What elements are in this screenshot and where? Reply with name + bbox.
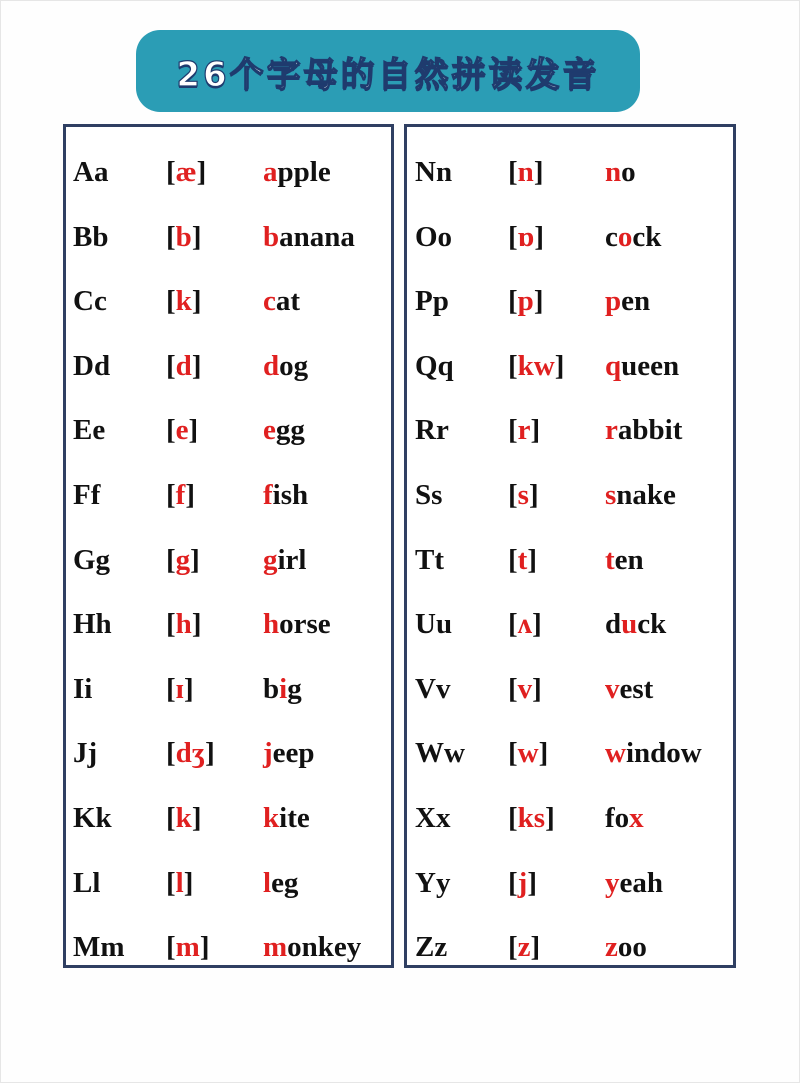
- letter-pair: Vv: [415, 672, 451, 705]
- phonics-row: [66, 475, 391, 515]
- word-highlight: j: [263, 737, 273, 770]
- word-highlight: z: [605, 931, 618, 964]
- letter-pair: Oo: [415, 220, 453, 253]
- phoneme-symbol: kw: [517, 349, 555, 382]
- phoneme: [166, 927, 210, 967]
- bracket-close: ]: [191, 220, 202, 253]
- bracket-close: ]: [530, 414, 541, 447]
- letter-pair: Dd: [73, 349, 111, 382]
- word-highlight: f: [263, 479, 273, 511]
- bracket-close: ]: [188, 414, 199, 447]
- phonics-row: [407, 733, 733, 773]
- word-suffix: en: [621, 285, 651, 318]
- bracket-open: [: [508, 220, 518, 253]
- example-word: [263, 927, 361, 967]
- word-highlight: a: [263, 156, 278, 188]
- word-suffix: og: [279, 349, 309, 382]
- word-prefix: d: [605, 608, 622, 641]
- letter-pair: Uu: [415, 608, 453, 641]
- word-highlight: q: [605, 349, 622, 382]
- letter-pair: Ii: [73, 672, 93, 705]
- phoneme-symbol: n: [517, 156, 534, 188]
- example-word: [263, 733, 315, 773]
- word-highlight: g: [263, 543, 278, 576]
- word-suffix: ck: [632, 220, 662, 253]
- letter-pair: Cc: [73, 285, 107, 318]
- word-suffix: ck: [637, 608, 667, 641]
- example-word: [605, 927, 647, 967]
- word-highlight: h: [263, 608, 280, 641]
- bracket-open: [: [166, 349, 176, 382]
- bracket-open: [: [166, 414, 176, 447]
- bracket-open: [: [508, 866, 518, 899]
- phoneme: [508, 863, 537, 903]
- phoneme: [166, 540, 200, 580]
- phoneme-symbol: t: [517, 543, 528, 576]
- letter-pair: Qq: [415, 349, 454, 382]
- phoneme-symbol: p: [517, 285, 534, 318]
- phoneme-symbol: ks: [517, 802, 546, 834]
- phoneme-symbol: b: [175, 220, 192, 253]
- word-suffix: o: [621, 156, 636, 188]
- bracket-open: [: [166, 931, 176, 964]
- phoneme-symbol: e: [175, 414, 189, 447]
- phoneme-symbol: dʒ: [175, 737, 206, 770]
- phoneme: [508, 798, 555, 838]
- letter-pair: Gg: [73, 543, 111, 576]
- phonics-row: [407, 475, 733, 515]
- word-highlight: m: [263, 931, 288, 964]
- phoneme-symbol: f: [175, 479, 186, 511]
- word-suffix: oo: [617, 931, 647, 964]
- example-word: [263, 475, 308, 515]
- phoneme-symbol: z: [517, 931, 531, 964]
- bracket-open: [: [166, 608, 176, 641]
- word-highlight: u: [621, 608, 638, 641]
- word-prefix: c: [605, 220, 618, 253]
- word-suffix: onkey: [287, 931, 362, 964]
- bracket-open: [: [508, 608, 518, 641]
- phonics-row: [407, 152, 733, 192]
- letter-pair: Yy: [415, 866, 451, 899]
- phonics-table-right: [404, 124, 736, 968]
- bracket-open: [: [166, 866, 176, 899]
- example-word: [605, 604, 666, 644]
- word-highlight: t: [605, 543, 615, 576]
- word-suffix: nake: [616, 479, 676, 511]
- bracket-close: ]: [191, 802, 202, 834]
- letter-pair: Pp: [415, 285, 449, 318]
- bracket-open: [: [508, 672, 518, 705]
- bracket-close: ]: [185, 479, 196, 511]
- bracket-open: [: [166, 479, 176, 511]
- phoneme-symbol: h: [175, 608, 192, 641]
- phoneme-symbol: w: [517, 737, 539, 770]
- phonics-row: [66, 410, 391, 450]
- word-highlight: b: [263, 220, 280, 253]
- bracket-open: [: [508, 285, 518, 318]
- bracket-close: ]: [528, 479, 539, 511]
- phoneme-symbol: ɪ: [175, 672, 185, 705]
- example-word: [263, 281, 300, 321]
- word-suffix: gg: [275, 414, 305, 447]
- phonics-row: [407, 798, 733, 838]
- example-word: [263, 152, 331, 192]
- bracket-close: ]: [190, 543, 200, 576]
- phoneme-symbol: æ: [175, 156, 197, 188]
- bracket-open: [: [166, 737, 176, 770]
- phonics-row: [407, 604, 733, 644]
- phoneme: [166, 604, 201, 644]
- title-banner: [136, 30, 640, 112]
- phoneme-symbol: ʌ: [517, 608, 533, 641]
- phoneme: [166, 281, 201, 321]
- phonics-row: [66, 863, 391, 903]
- example-word: [263, 604, 331, 644]
- letter-pair: Bb: [73, 220, 109, 253]
- example-word: [263, 346, 308, 386]
- bracket-close: ]: [199, 931, 210, 964]
- bracket-close: ]: [554, 349, 565, 382]
- phoneme: [508, 475, 539, 515]
- phoneme-symbol: d: [175, 349, 192, 382]
- example-word: [605, 217, 661, 257]
- phoneme-symbol: k: [175, 802, 192, 834]
- phoneme-symbol: r: [517, 414, 531, 447]
- example-word: [605, 733, 702, 773]
- example-word: [605, 863, 663, 903]
- example-word: [605, 152, 636, 192]
- letter-pair: Hh: [73, 608, 112, 641]
- letter-pair: Rr: [415, 414, 449, 447]
- letter-pair: Ll: [73, 866, 101, 899]
- example-word: [605, 669, 653, 709]
- word-suffix: ish: [272, 479, 309, 511]
- bracket-close: ]: [183, 866, 194, 899]
- bracket-open: [: [508, 349, 518, 382]
- bracket-open: [: [166, 220, 176, 253]
- phoneme: [166, 410, 198, 450]
- letter-pair: Aa: [73, 156, 109, 188]
- word-highlight: y: [605, 866, 620, 899]
- phonics-row: [407, 540, 733, 580]
- phonics-row: [407, 281, 733, 321]
- phoneme: [166, 346, 201, 386]
- phonics-table-left: [63, 124, 394, 968]
- letter-pair: Xx: [415, 802, 451, 834]
- letter-pair: Kk: [73, 802, 112, 834]
- phoneme: [166, 669, 194, 709]
- word-suffix: est: [619, 672, 654, 705]
- word-suffix: pple: [277, 156, 331, 188]
- letter-pair: Ww: [415, 737, 465, 770]
- bracket-close: ]: [205, 737, 215, 770]
- phoneme: [508, 152, 543, 192]
- bracket-close: ]: [191, 285, 202, 318]
- bracket-close: ]: [184, 672, 194, 705]
- example-word: [263, 669, 302, 709]
- bracket-open: [: [508, 543, 518, 576]
- letter-pair: Ss: [415, 479, 443, 511]
- phonics-row: [66, 798, 391, 838]
- bracket-open: [: [166, 285, 176, 318]
- phonics-row: [66, 604, 391, 644]
- example-word: [605, 410, 682, 450]
- word-highlight: i: [279, 672, 288, 705]
- bracket-close: ]: [527, 543, 538, 576]
- letter-pair: Nn: [415, 156, 453, 188]
- bracket-open: [: [166, 672, 176, 705]
- word-suffix: orse: [279, 608, 331, 641]
- bracket-close: ]: [191, 349, 202, 382]
- phoneme: [508, 669, 542, 709]
- example-word: [263, 863, 298, 903]
- word-suffix: irl: [277, 543, 307, 576]
- example-word: [605, 475, 676, 515]
- phonics-row: [66, 152, 391, 192]
- word-suffix: eah: [619, 866, 663, 899]
- bracket-open: [: [166, 802, 176, 834]
- phoneme-symbol: l: [175, 866, 184, 899]
- example-word: [605, 346, 679, 386]
- phoneme: [508, 217, 544, 257]
- word-highlight: k: [263, 802, 280, 834]
- letter-pair: Jj: [73, 737, 98, 770]
- word-suffix: abbit: [617, 414, 683, 447]
- phonics-row: [66, 540, 391, 580]
- word-suffix: indow: [625, 737, 702, 770]
- word-suffix: g: [287, 672, 302, 705]
- bracket-close: ]: [191, 608, 202, 641]
- word-suffix: en: [614, 543, 644, 576]
- phoneme: [508, 733, 548, 773]
- phoneme: [508, 281, 543, 321]
- phoneme-symbol: m: [175, 931, 200, 964]
- word-suffix: ueen: [621, 349, 680, 382]
- phoneme: [508, 604, 542, 644]
- example-word: [263, 798, 310, 838]
- word-highlight: o: [617, 220, 633, 253]
- word-highlight: v: [605, 672, 620, 705]
- phoneme-symbol: k: [175, 285, 192, 318]
- phonics-row: [66, 927, 391, 967]
- bracket-open: [: [508, 156, 518, 188]
- word-highlight: p: [605, 285, 622, 318]
- bracket-open: [: [508, 479, 518, 511]
- word-highlight: c: [263, 285, 276, 318]
- phonics-row: [407, 346, 733, 386]
- bracket-close: ]: [533, 156, 544, 188]
- example-word: [263, 540, 307, 580]
- word-highlight: s: [605, 479, 617, 511]
- phoneme: [166, 863, 193, 903]
- phoneme: [166, 475, 195, 515]
- example-word: [263, 217, 355, 257]
- letter-pair: Mm: [73, 931, 125, 964]
- bracket-open: [: [508, 414, 518, 447]
- phonics-row: [66, 346, 391, 386]
- example-word: [605, 798, 644, 838]
- bracket-close: ]: [532, 672, 542, 705]
- word-suffix: eep: [272, 737, 315, 770]
- word-highlight: x: [629, 802, 644, 834]
- letter-pair: Ee: [73, 414, 106, 447]
- word-highlight: e: [263, 414, 276, 447]
- bracket-open: [: [508, 737, 518, 770]
- word-highlight: d: [263, 349, 280, 382]
- letter-pair: Tt: [415, 543, 444, 576]
- phoneme: [166, 152, 206, 192]
- phoneme: [166, 733, 215, 773]
- word-prefix: b: [263, 672, 280, 705]
- bracket-close: ]: [534, 220, 545, 253]
- bracket-close: ]: [527, 866, 538, 899]
- phoneme: [166, 217, 201, 257]
- letter-pair: Zz: [415, 931, 448, 964]
- example-word: [263, 410, 305, 450]
- phoneme-symbol: ɒ: [517, 220, 535, 253]
- word-suffix: ite: [279, 802, 310, 834]
- example-word: [605, 540, 644, 580]
- bracket-open: [: [508, 931, 518, 964]
- bracket-close: ]: [196, 156, 207, 188]
- phoneme: [166, 798, 201, 838]
- letter-pair: Ff: [73, 479, 101, 511]
- phoneme-symbol: g: [175, 543, 191, 576]
- phoneme: [508, 927, 540, 967]
- phonics-row: [66, 281, 391, 321]
- word-suffix: anana: [279, 220, 355, 253]
- bracket-close: ]: [538, 737, 549, 770]
- word-highlight: l: [263, 866, 272, 899]
- phoneme: [508, 410, 540, 450]
- word-highlight: n: [605, 156, 622, 188]
- bracket-close: ]: [530, 931, 541, 964]
- phonics-row: [407, 217, 733, 257]
- phoneme: [508, 346, 564, 386]
- phonics-row: [407, 410, 733, 450]
- word-highlight: r: [605, 414, 618, 447]
- bracket-open: [: [166, 156, 176, 188]
- bracket-close: ]: [545, 802, 555, 834]
- phonics-row: [66, 733, 391, 773]
- bracket-close: ]: [533, 285, 544, 318]
- phonics-row: [66, 217, 391, 257]
- word-highlight: w: [605, 737, 626, 770]
- phonics-row: [66, 669, 391, 709]
- phonics-row: [407, 927, 733, 967]
- phoneme-symbol: j: [517, 866, 528, 899]
- example-word: [605, 281, 650, 321]
- word-suffix: at: [275, 285, 301, 318]
- phonics-row: [407, 669, 733, 709]
- bracket-open: [: [508, 802, 518, 834]
- word-suffix: eg: [271, 866, 299, 899]
- word-prefix: fo: [605, 802, 630, 834]
- page-title: 26个字母的自然拼读发音: [176, 54, 600, 95]
- bracket-close: ]: [532, 608, 542, 641]
- phoneme: [508, 540, 537, 580]
- bracket-open: [: [166, 543, 176, 576]
- phoneme-symbol: s: [517, 479, 529, 511]
- phoneme-symbol: v: [517, 672, 533, 705]
- phonics-row: [407, 863, 733, 903]
